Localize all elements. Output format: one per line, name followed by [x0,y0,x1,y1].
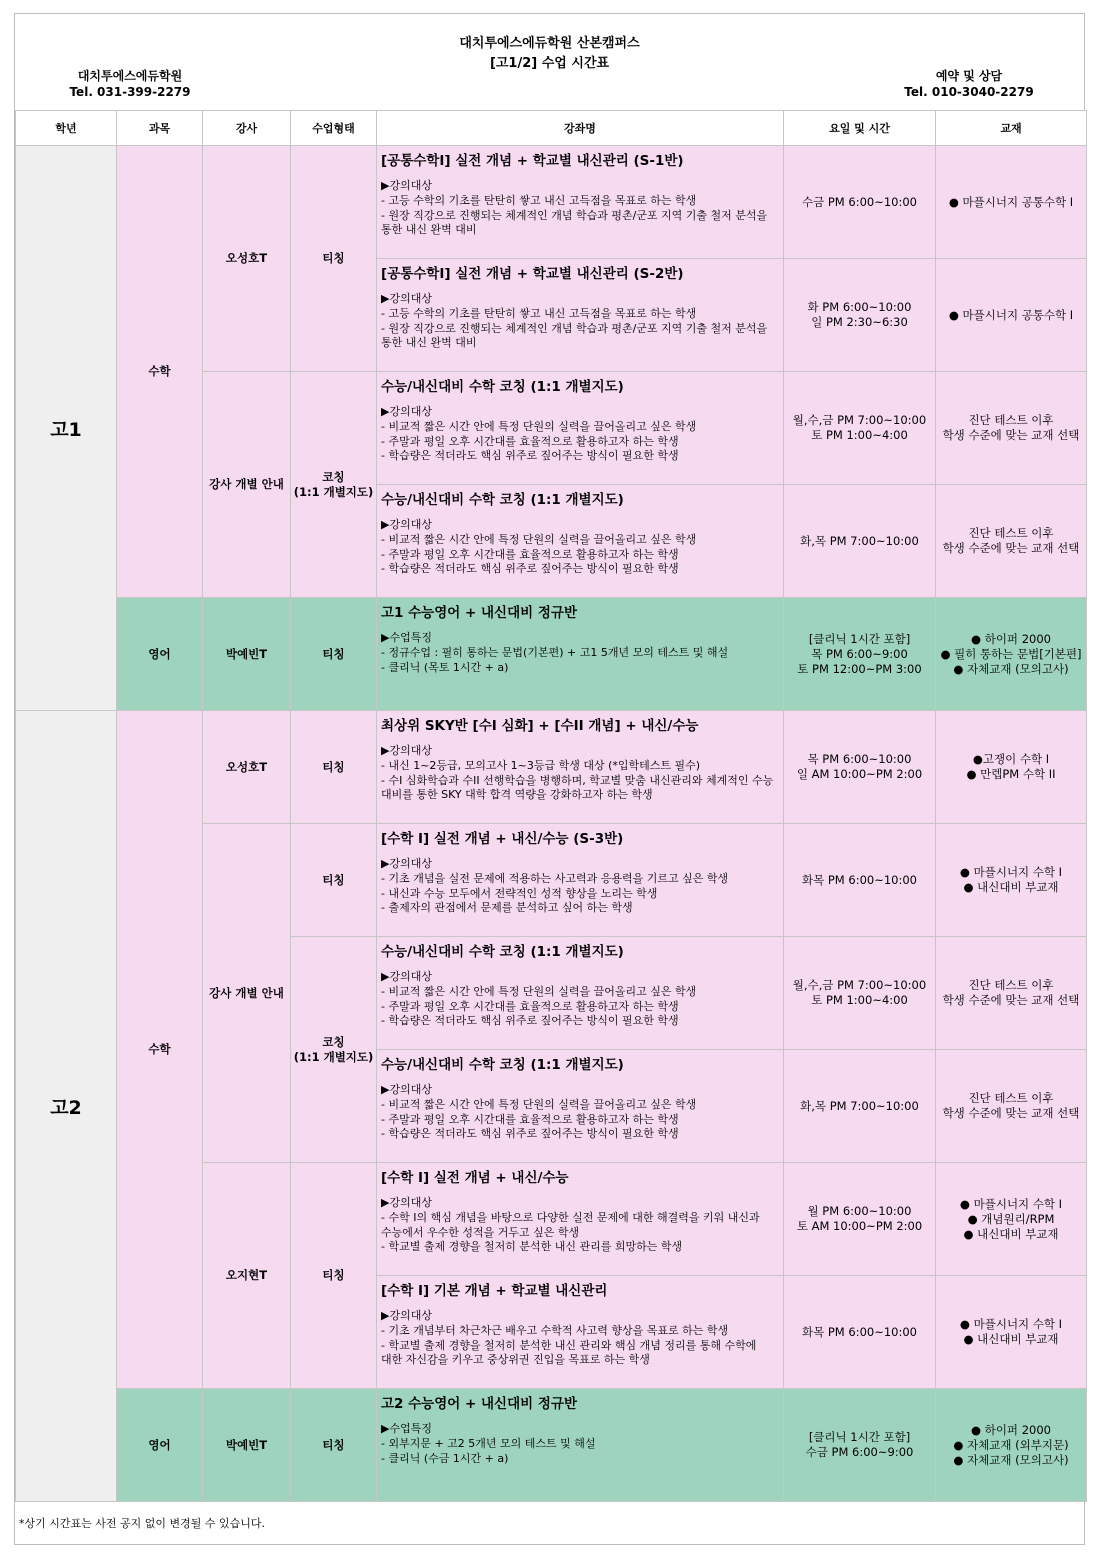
textbook-cell: ● 하이퍼 2000 ● 자체교재 (외부지문) ● 자체교재 (모의고사) [936,1389,1087,1502]
schedule-cell: 수금 PM 6:00~10:00 [784,146,936,259]
textbook-cell: 진단 테스트 이후 학생 수준에 맞는 교재 선택 [936,372,1087,485]
format-cell: 티칭 [291,146,377,372]
grade-cell: 고2 [16,711,117,1502]
course-cell [377,1389,784,1502]
page-title: 대치투에스에듀학원 산본캠퍼스 [459,36,640,51]
teacher-cell: 오지현T [203,1163,291,1389]
format-cell: 티칭 [291,1163,377,1389]
consult-tel: Tel. 010-3040-2279 [904,85,1034,99]
course-title: 고2 수능영어 + 내신대비 정규반 [381,1396,577,1412]
course-title: 수능/내신대비 수학 코칭 (1:1 개별지도) [381,944,624,960]
teacher-cell: 강사 개별 안내 [203,824,291,1163]
course-cell [377,146,784,259]
course-description: ▶수업특징 - 정규수업 : 필히 통하는 문법(기본편) + 고1 5개년 모의 테스트 및 해설 - 클리닉 (목토 1시간 + a) [381,631,729,674]
consult-label: 예약 및 상담 [935,69,1003,83]
textbook-cell: ● 마플시너지 공통수학 I [936,146,1087,259]
course-description: ▶강의대상 - 수학 I의 핵심 개념을 바탕으로 다양한 실전 문제에 대한 해결력을 키워 내신과 수능에서 우수한 성적을 거두고 싶은 학생 - 학교별 출제 경향을 철저히 분석한 내신 관리를 희망하는 학생 [381,1196,760,1254]
col-header-grade: 학년 [16,111,117,146]
header [15,14,1084,111]
course-cell [377,259,784,372]
teacher-cell: 오성호T [203,711,291,824]
schedule-cell: 화,목 PM 7:00~10:00 [784,485,936,598]
col-header-subject: 과목 [117,111,203,146]
course-cell [377,598,784,711]
page-subtitle: [고1/2] 수업 시간표 [489,56,610,71]
schedule-cell: [클리닉 1시간 포함] 목 PM 6:00~9:00 토 PM 12:00~PM 3:00 [784,598,936,711]
subject-cell: 영어 [117,1389,203,1502]
academy-name: 대치투에스에듀학원 [77,69,183,83]
course-description: ▶강의대상 - 비교적 짧은 시간 안에 특정 단원의 실력을 끌어올리고 싶은 학생 - 주말과 평일 오후 시간대를 효율적으로 활용하고자 하는 학생 - 학습량은 적더라도 핵심 위주로 짚어주는 방식이 필요한 학생 [381,970,697,1028]
textbook-cell: ● 마플시너지 수학 I ● 내신대비 부교재 [936,1276,1087,1389]
course-cell [377,1163,784,1276]
course-title: [수학 I] 실전 개념 + 내신/수능 [381,1170,569,1186]
course-description: ▶강의대상 - 비교적 짧은 시간 안에 특정 단원의 실력을 끌어올리고 싶은 학생 - 주말과 평일 오후 시간대를 효율적으로 활용하고자 하는 학생 - 학습량은 적더라도 핵심 위주로 짚어주는 방식이 필요한 학생 [381,1083,697,1141]
textbook-cell: 진단 테스트 이후 학생 수준에 맞는 교재 선택 [936,937,1087,1050]
teacher-cell: 박예빈T [203,598,291,711]
schedule-cell: 월 PM 6:00~10:00 토 AM 10:00~PM 2:00 [784,1163,936,1276]
schedule-cell: 월,수,금 PM 7:00~10:00 토 PM 1:00~4:00 [784,372,936,485]
format-cell: 코칭 (1:1 개별지도) [291,372,377,598]
format-cell: 코칭 (1:1 개별지도) [291,937,377,1163]
textbook-cell: 진단 테스트 이후 학생 수준에 맞는 교재 선택 [936,485,1087,598]
format-cell: 티칭 [291,598,377,711]
format-cell: 티칭 [291,1389,377,1502]
textbook-cell: ● 마플시너지 수학 I ● 개념원리/RPM ● 내신대비 부교재 [936,1163,1087,1276]
col-header-textbook: 교재 [936,111,1087,146]
course-cell [377,824,784,937]
course-title: 고1 수능영어 + 내신대비 정규반 [381,605,577,621]
course-title: 수능/내신대비 수학 코칭 (1:1 개별지도) [381,379,624,395]
course-title: [공통수학I] 실전 개념 + 학교별 내신관리 (S-2반) [381,266,684,282]
grade-cell: 고1 [16,146,117,711]
course-title: [수학 I] 기본 개념 + 학교별 내신관리 [381,1283,608,1299]
course-cell [377,711,784,824]
table-header-row [16,111,1087,146]
table-row [16,146,1087,259]
course-description: ▶강의대상 - 기초 개념부터 차근차근 배우고 수학적 사고력 향상을 목표로 하는 학생 - 학교별 출제 경향을 철저히 분석한 내신 관리와 핵심 개념 정리를 통해 수학에 대한 자신감을 키우고 중상위권 진입을 목표로 하는 학생 [381,1309,757,1367]
textbook-cell: ● 마플시너지 수학 I ● 내신대비 부교재 [936,824,1087,937]
table-row [16,1389,1087,1502]
schedule-cell: [클리닉 1시간 포함] 수금 PM 6:00~9:00 [784,1389,936,1502]
course-description: ▶강의대상 - 기초 개념을 실전 문제에 적용하는 사고력과 응용력을 기르고 싶은 학생 - 내신과 수능 모두에서 전략적인 성적 향상을 노리는 학생 - 출제자의 관점에서 문제를 분석하고 싶어 하는 학생 [381,857,729,915]
course-title: 수능/내신대비 수학 코칭 (1:1 개별지도) [381,492,624,508]
course-cell [377,937,784,1050]
teacher-cell: 강사 개별 안내 [203,372,291,598]
col-header-course: 강좌명 [377,111,784,146]
col-header-schedule: 요일 및 시간 [784,111,936,146]
course-title: [공통수학I] 실전 개념 + 학교별 내신관리 (S-1반) [381,153,684,169]
course-description: ▶수업특징 - 외부지문 + 고2 5개년 모의 테스트 및 해설 - 클리닉 (수금 1시간 + a) [381,1422,596,1465]
academy-contact [60,68,200,100]
course-description: ▶강의대상 - 비교적 짧은 시간 안에 특정 단원의 실력을 끌어올리고 싶은 학생 - 주말과 평일 오후 시간대를 효율적으로 활용하고자 하는 학생 - 학습량은 적더라도 핵심 위주로 짚어주는 방식이 필요한 학생 [381,405,697,463]
course-cell [377,485,784,598]
course-title: 수능/내신대비 수학 코칭 (1:1 개별지도) [381,1057,624,1073]
footer-note: *상기 시간표는 사전 공지 없이 변경될 수 있습니다. [15,1501,1084,1545]
timetable [15,110,1087,1502]
textbook-cell: 진단 테스트 이후 학생 수준에 맞는 교재 선택 [936,1050,1087,1163]
schedule-cell: 목 PM 6:00~10:00 일 AM 10:00~PM 2:00 [784,711,936,824]
schedule-cell: 화 PM 6:00~10:00 일 PM 2:30~6:30 [784,259,936,372]
course-description: ▶강의대상 - 내신 1~2등급, 모의고사 1~3등급 학생 대상 (*입학테스트 필수) - 수I 심화학습과 수II 선행학습을 병행하며, 학교별 맞춤 내신관리와 체계적인 수능 대비를 통한 SKY 대학 합격 역량을 강화하고자 하는 학생 [381,744,774,802]
schedule-cell: 월,수,금 PM 7:00~10:00 토 PM 1:00~4:00 [784,937,936,1050]
consult-contact [899,68,1039,100]
course-description: ▶강의대상 - 비교적 짧은 시간 안에 특정 단원의 실력을 끌어올리고 싶은 학생 - 주말과 평일 오후 시간대를 효율적으로 활용하고자 하는 학생 - 학습량은 적더라도 핵심 위주로 짚어주는 방식이 필요한 학생 [381,518,697,576]
academy-tel: Tel. 031-399-2279 [69,85,191,99]
subject-cell: 수학 [117,146,203,598]
schedule-cell: 화목 PM 6:00~10:00 [784,824,936,937]
schedule-cell: 화,목 PM 7:00~10:00 [784,1050,936,1163]
textbook-cell: ●고쟁이 수학 I ● 만렙PM 수학 II [936,711,1087,824]
format-cell: 티칭 [291,711,377,824]
timetable-sheet [14,13,1085,1545]
col-header-teacher: 강사 [203,111,291,146]
course-cell [377,372,784,485]
table-row [16,711,1087,824]
format-cell: 티칭 [291,824,377,937]
course-title: 최상위 SKY반 [수I 심화] + [수II 개념] + 내신/수능 [381,718,699,734]
course-title: [수학 I] 실전 개념 + 내신/수능 (S-3반) [381,831,624,847]
course-cell [377,1276,784,1389]
schedule-cell: 화목 PM 6:00~10:00 [784,1276,936,1389]
table-row [16,598,1087,711]
teacher-cell: 박예빈T [203,1389,291,1502]
teacher-cell: 오성호T [203,146,291,372]
textbook-cell: ● 마플시너지 공통수학 I [936,259,1087,372]
col-header-format: 수업형태 [291,111,377,146]
subject-cell: 수학 [117,711,203,1389]
course-cell [377,1050,784,1163]
course-description: ▶강의대상 - 고등 수학의 기초를 탄탄히 쌓고 내신 고득점을 목표로 하는 학생 - 원장 직강으로 진행되는 체계적인 개념 학습과 평촌/군포 지역 기출 철저 분석을 통한 내신 완벽 대비 [381,292,768,350]
course-description: ▶강의대상 - 고등 수학의 기초를 탄탄히 쌓고 내신 고득점을 목표로 하는 학생 - 원장 직강으로 진행되는 체계적인 개념 학습과 평촌/군포 지역 기출 철저 분석을 통한 내신 완벽 대비 [381,179,768,237]
textbook-cell: ● 하이퍼 2000 ● 필히 통하는 문법[기본편] ● 자체교재 (모의고사) [936,598,1087,711]
subject-cell: 영어 [117,598,203,711]
